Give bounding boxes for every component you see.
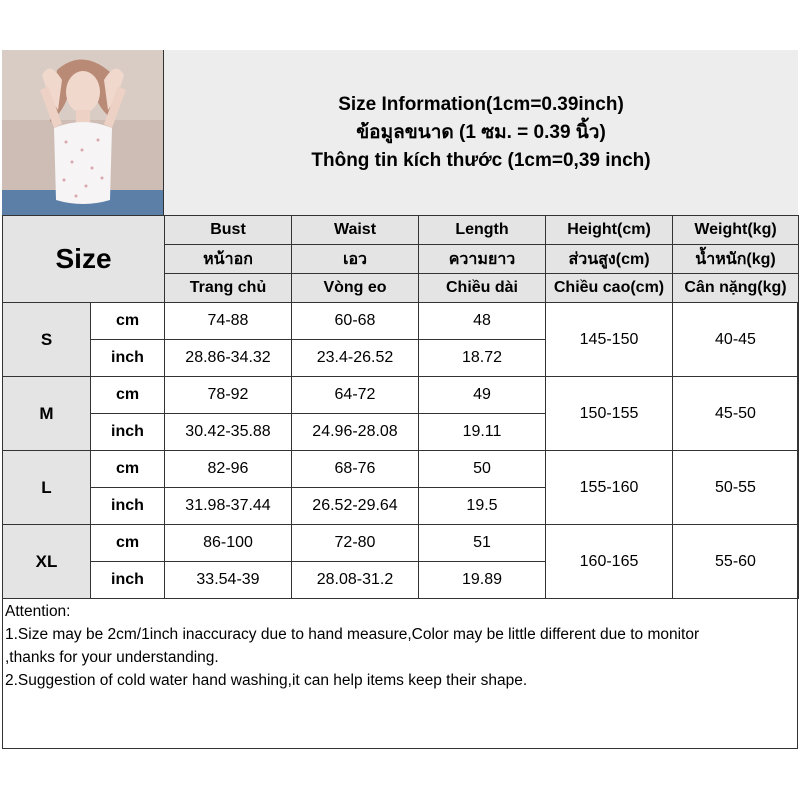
waist-value: 72-80 — [292, 525, 419, 562]
header-height-vi: Chiều cao(cm) — [546, 274, 673, 303]
waist-value: 60-68 — [292, 303, 419, 340]
unit-label: inch — [91, 488, 165, 525]
unit-label: cm — [91, 377, 165, 414]
waist-value: 28.08-31.2 — [292, 562, 419, 599]
attention-line: ,thanks for your understanding. — [5, 649, 219, 666]
size-label: XL — [3, 525, 91, 599]
length-value: 49 — [419, 377, 546, 414]
header-weight-vi: Cân nặng(kg) — [673, 274, 799, 303]
size-column-header: Size — [3, 216, 165, 303]
table-row — [3, 303, 799, 340]
weight-value: 50-55 — [673, 451, 799, 525]
header-height-thai: ส่วนสูง(cm) — [546, 245, 673, 274]
header-bust: Bust — [165, 216, 292, 245]
header-waist-thai: เอว — [292, 245, 419, 274]
header-bust-vi: Trang chủ — [165, 274, 292, 303]
header-row-english — [3, 216, 799, 245]
table-row — [3, 377, 799, 414]
header-length: Length — [419, 216, 546, 245]
header-length-thai: ความยาว — [419, 245, 546, 274]
waist-value: 64-72 — [292, 377, 419, 414]
attention-notes — [5, 600, 795, 692]
title-english: Size Information(1cm=0.39inch) — [338, 93, 624, 115]
unit-label: inch — [91, 340, 165, 377]
size-info-title — [164, 50, 798, 216]
title-vietnamese: Thông tin kích thước (1cm=0,39 inch) — [311, 149, 651, 171]
size-label: M — [3, 377, 91, 451]
unit-label: inch — [91, 562, 165, 599]
unit-label: cm — [91, 451, 165, 488]
waist-value: 23.4-26.52 — [292, 340, 419, 377]
header-waist-vi: Vòng eo — [292, 274, 419, 303]
header-weight-thai: น้ำหนัก(kg) — [673, 245, 799, 274]
length-value: 48 — [419, 303, 546, 340]
weight-value: 40-45 — [673, 303, 799, 377]
length-value: 50 — [419, 451, 546, 488]
height-value: 160-165 — [546, 525, 673, 599]
waist-value: 26.52-29.64 — [292, 488, 419, 525]
height-value: 145-150 — [546, 303, 673, 377]
waist-value: 68-76 — [292, 451, 419, 488]
unit-label: cm — [91, 303, 165, 340]
weight-value: 45-50 — [673, 377, 799, 451]
length-value: 19.5 — [419, 488, 546, 525]
waist-value: 24.96-28.08 — [292, 414, 419, 451]
bust-value: 78-92 — [165, 377, 292, 414]
header-bust-thai: หน้าอก — [165, 245, 292, 274]
height-value: 150-155 — [546, 377, 673, 451]
header-length-vi: Chiều dài — [419, 274, 546, 303]
attention-line: 1.Size may be 2cm/1inch inaccuracy due to hand measure,Color may be little different due to monitor — [5, 626, 700, 643]
bust-value: 82-96 — [165, 451, 292, 488]
title-thai: ข้อมูลขนาด (1 ซม. = 0.39 นิ้ว) — [356, 121, 606, 143]
size-table — [2, 215, 799, 599]
attention-line: 2.Suggestion of cold water hand washing,it can help items keep their shape. — [5, 672, 528, 689]
table-row — [3, 525, 799, 562]
bust-value: 31.98-37.44 — [165, 488, 292, 525]
bust-value: 33.54-39 — [165, 562, 292, 599]
table-row — [3, 451, 799, 488]
size-label: L — [3, 451, 91, 525]
bust-value: 30.42-35.88 — [165, 414, 292, 451]
length-value: 19.89 — [419, 562, 546, 599]
weight-value: 55-60 — [673, 525, 799, 599]
bust-value: 86-100 — [165, 525, 292, 562]
product-photo — [2, 50, 164, 216]
header-weight: Weight(kg) — [673, 216, 799, 245]
header-waist: Waist — [292, 216, 419, 245]
header-height: Height(cm) — [546, 216, 673, 245]
length-value: 19.11 — [419, 414, 546, 451]
bust-value: 28.86-34.32 — [165, 340, 292, 377]
size-label: S — [3, 303, 91, 377]
length-value: 51 — [419, 525, 546, 562]
bust-value: 74-88 — [165, 303, 292, 340]
height-value: 155-160 — [546, 451, 673, 525]
unit-label: cm — [91, 525, 165, 562]
unit-label: inch — [91, 414, 165, 451]
attention-heading: Attention: — [5, 603, 71, 620]
length-value: 18.72 — [419, 340, 546, 377]
